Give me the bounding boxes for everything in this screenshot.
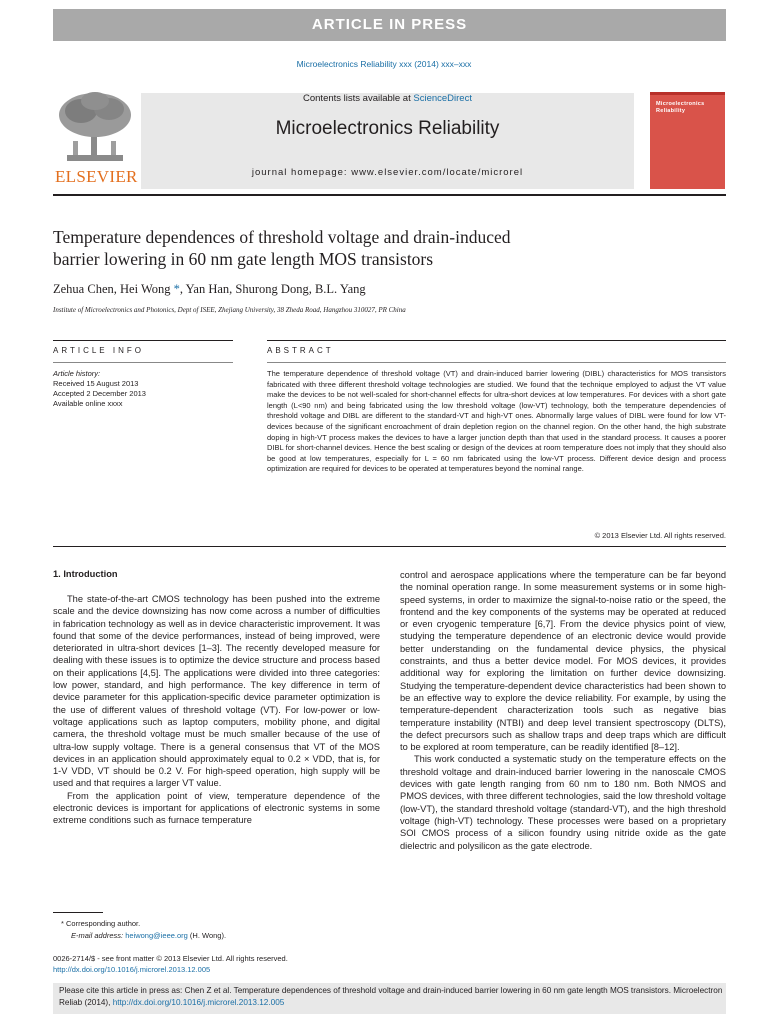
- cover-strip: [650, 92, 725, 95]
- abstract-copyright: © 2013 Elsevier Ltd. All rights reserved.: [594, 531, 726, 540]
- article-history: [53, 369, 233, 409]
- cover-title-line2: Reliability: [656, 107, 686, 114]
- section-heading-introduction: 1. Introduction: [53, 569, 118, 579]
- journal-title: Microelectronics Reliability: [275, 118, 500, 139]
- history-label: Article history:: [53, 369, 101, 378]
- authors-before: Zehua Chen, Hei Wong: [53, 282, 174, 296]
- email-label: E-mail address:: [71, 931, 126, 940]
- article-info-heading: ARTICLE INFO: [53, 346, 144, 355]
- article-title: [53, 226, 653, 270]
- left-paragraph-2: From the application point of view, temperature dependence of the electronic devices is important for applications of electronic systems in some extreme conditions such as furnace temperature: [53, 790, 380, 826]
- cover-title-line1: Microelectronics: [656, 101, 705, 107]
- issn-line: 0026-2714/$ - see front matter © 2013 Elsevier Ltd. All rights reserved.: [53, 954, 288, 963]
- contents-prefix: Contents lists available at: [303, 93, 414, 104]
- left-column: [53, 593, 380, 827]
- journal-homepage[interactable]: journal homepage: www.elsevier.com/locate/microrel: [251, 167, 524, 178]
- contents-line: [141, 93, 634, 104]
- journal-cover-thumbnail[interactable]: [650, 92, 725, 189]
- article-in-press-banner: ARTICLE IN PRESS: [53, 9, 726, 41]
- publisher-name: ELSEVIER: [55, 167, 138, 186]
- corresponding-author-marker[interactable]: *: [173, 282, 180, 296]
- article-info-top-rule: [53, 340, 233, 341]
- title-line1: Temperature dependences of threshold voltage and drain-induced: [53, 227, 511, 247]
- authors-after: , Yan Han, Shurong Dong, B.L. Yang: [179, 282, 366, 296]
- corresponding-author-note: * Corresponding author.: [61, 919, 141, 928]
- abstract-sub-rule: [267, 362, 726, 363]
- email-link[interactable]: heiwong@ieee.org: [125, 931, 188, 940]
- email-suffix: (H. Wong).: [187, 931, 227, 940]
- doi-link[interactable]: http://dx.doi.org/10.1016/j.microrel.2013.12.005: [53, 965, 211, 974]
- footnote-rule: [53, 912, 103, 913]
- right-column: [400, 569, 726, 852]
- footnote: [53, 918, 226, 942]
- elsevier-tree-icon: [53, 89, 137, 167]
- left-paragraph-1: The state-of-the-art CMOS technology has been pushed into the extreme scale and the device downsizing has now come across a number of difficulties in fabrication technology as well as in device characteristic improvement. It was found that some of the device performances, instead of being improved, were deteriorated in ultra-short devices [1–3]. The recently developed measure for dealing with these issues is to optimize the device structure and process based on their applications [4,5]. The applications were divided into three categories: low power, standard, and high performance. The key difference in term of device parameter for this application-specific device parameter optimization is the use of different values of threshold voltage (VT). For low-power or low-voltage applications such as laptop computers, mobility phone, and digital camera, the threshold voltage must be much smaller because of the use of ultra-low supply voltage. There is a general consensus that VT of the MOS devices in an application should approximately equal to 0.2 × VDD, that is, for 1-V VDD, VT should be 0.2 V. For high-speed operation, high supply will be used and that requires a larger VT value.: [53, 594, 380, 789]
- journal-citation-line[interactable]: Microelectronics Reliability xxx (2014) xxx–xxx: [296, 59, 472, 69]
- bottom-info: [53, 953, 288, 975]
- cite-this-article-box: [53, 983, 726, 1014]
- elsevier-logo[interactable]: [53, 89, 137, 185]
- right-paragraph-2: This work conducted a systematic study on the temperature effects on the threshold voltage and drain-induced barrier lowering in the nanoscale CMOS devices with gate length ranging from 60 nm to 180 nm. Both NMOS and PMOS devices, with three different technologies, said the low threshold voltage (low-VT), the standard threshold voltage (standard-VT), and the high threshold voltage (high-VT) technology. These processes were based on a proprietary SOI CMOS process of a silicon foundry using nitride oxide as the gate dielectric and polysilicon as the gate electrode.: [400, 754, 726, 851]
- accepted-date: Accepted 2 December 2013: [53, 389, 146, 398]
- article-info-sub-rule: [53, 362, 233, 363]
- cite-doi-link[interactable]: http://dx.doi.org/10.1016/j.microrel.2013.12.005: [112, 998, 285, 1007]
- email-line: [53, 930, 226, 942]
- online-date: Available online xxxx: [53, 399, 123, 408]
- abstract-heading: ABSTRACT: [267, 346, 334, 355]
- abstract-bottom-rule: [53, 546, 726, 547]
- header-rule: [53, 194, 726, 196]
- right-paragraph-1: control and aerospace applications where the temperature can be far beyond the nominal operation range. In some measurement systems or in some high-speed systems, in order to maximize the signal-to-noise ratio or the speed, the frontend and the key components of the systems may be operated at reduced or even cryogenic temperature [6,7]. From the device physics point of view, studying the temperature dependence of an electronic device would provide better understanding on the fundamental device physics, the physical constraints, and thus a better device model. For MOS devices, it provides additional way for exploring the limitation on further device downsizing. Studying the temperature-dependent device characteristics had been shown to be an effective way to explore the device reliability. For example, by using the temperature-dependent characterization tools such as negative bias temperature instability (NTBI) and deep level transient spectroscopy (DLTS), the defect precursors such as shallow traps and deep traps which are difficult to be explored at room temperature, can be readily identified [8–12].: [400, 570, 726, 753]
- cover-title: [656, 101, 705, 115]
- author-list: [53, 282, 366, 297]
- abstract-top-rule: [267, 340, 726, 341]
- cite-text: Please cite this article in press as: Chen Z et al. Temperature dependences of threshold voltage and drain-induced barrier lowering in 60 nm gate length MOS transistors. Microelectron Reliab (2014),: [59, 986, 723, 1007]
- abstract-text: The temperature dependence of threshold voltage (VT) and drain-induced barrier lowering (DIBL) characteristics for MOS transistors fabricated with three different threshold voltage technologies are studied. We found that the technique employed to adjust the VT value make the devices to be not well-scaled for short-channel effects for ultra-short devices at low temperatures. For devices with a short gate length (L<90 nm) and being fabricated using the low threshold voltage (low-VT) technology, both the temperature dependencies of threshold voltage and DIBL are different to the standard-VT and high-VT ones. Abnormally large values of DIBL were found for low VT-devices because of the significant encroachment of drain depletion region on the channel region. On the other hand, the high substrate doping in high-VT process makes the devices to have a larger junction depth than that used in the standard process. It causes a poorer DIBL for short-channel devices. Hence the best scaling or design of the devices at room temperature does not imply that they should also be good at low temperatures, especially for L = 60 nm fabricated using the low-VT process. Different device design and process optimization are required for devices to be operated at temperatures beyond the nominal range.: [267, 369, 726, 474]
- affiliation: Institute of Microelectronics and Photonics, Dept of ISEE, Zhejiang University, 38 Zheda Road, Hangzhou 310027, PR China: [53, 306, 406, 314]
- journal-header: [53, 89, 726, 193]
- title-line2: barrier lowering in 60 nm gate length MOS transistors: [53, 249, 434, 269]
- received-date: Received 15 August 2013: [53, 379, 139, 388]
- journal-banner: [141, 93, 634, 189]
- sciencedirect-link[interactable]: ScienceDirect: [413, 93, 472, 104]
